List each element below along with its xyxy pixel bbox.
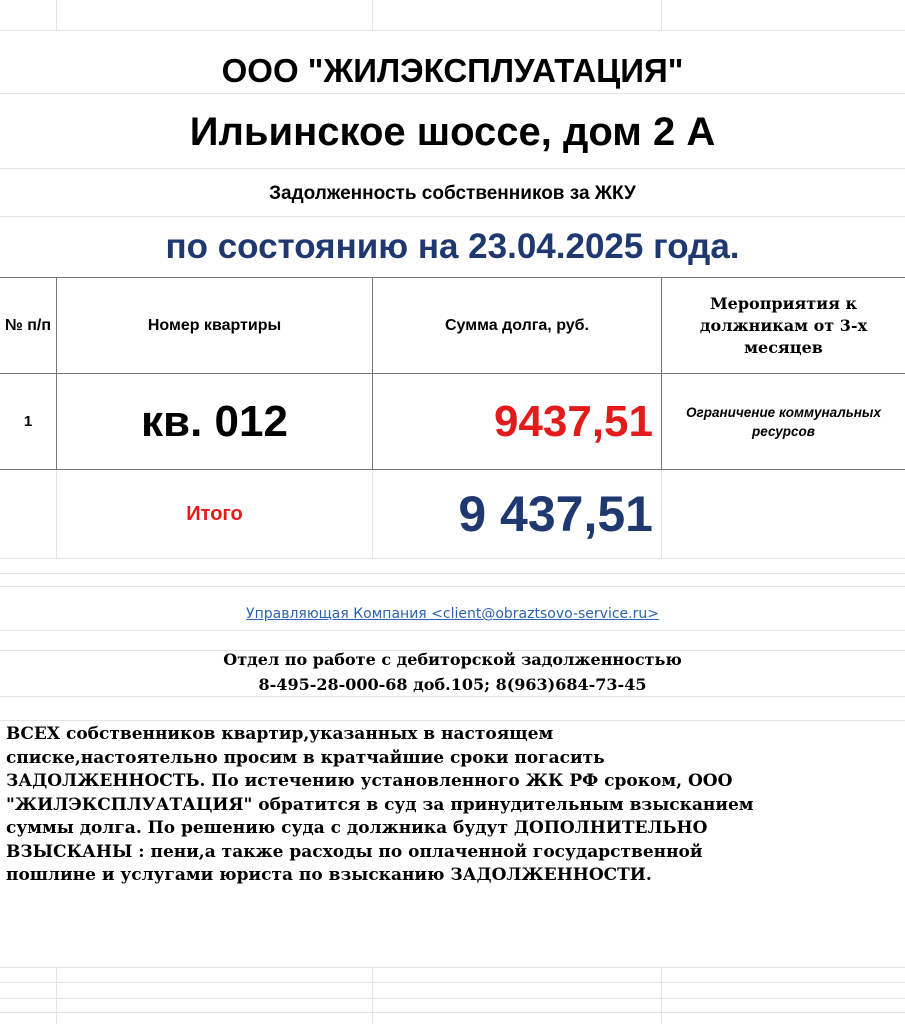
grid-line (0, 168, 905, 169)
company-email-link[interactable]: Управляющая Компания <client@obraztsovo-service.ru> (246, 606, 659, 622)
grid-line (0, 30, 905, 31)
total-amount: 9 437,51 (458, 486, 653, 542)
department-phones: 8-495-28-000-68 доб.105; 8(963)684-73-45 (258, 675, 647, 694)
grid-line (661, 967, 662, 1024)
grid-line (0, 93, 905, 94)
grid-line (661, 0, 662, 30)
grid-line (0, 998, 905, 999)
debt-notice: ВСЕХ собственников квартир,указанных в настоящем списке,настоятельно просим в кратчайшие сроки погасить ЗАДОЛЖЕННОСТЬ. По истечению установленного ЖК РФ сроком, ООО "ЖИЛЭКСПЛУАТАЦИЯ" обратится в суд за принудительным взысканием суммы долга. По решению суда с должника будут ДОПОЛНИТЕЛЬНО ВЗЫСКАНЫ : пени,а также расходы по оплаченной государственной пошлине и услугами юриста по взысканию ЗАДОЛЖЕННОСТИ. (6, 724, 754, 885)
grid-line (0, 696, 905, 697)
grid-line (661, 470, 662, 558)
address-title: Ильинское шоссе, дом 2 А (189, 110, 716, 154)
grid-line (372, 967, 373, 1024)
grid-line (0, 967, 905, 968)
col-header-debt: Сумма долга, руб. (445, 316, 589, 334)
total-label: Итого (186, 502, 243, 525)
grid-line (0, 573, 905, 574)
as-of-date: по состоянию на 23.04.2025 года. (165, 227, 740, 266)
grid-line (56, 0, 57, 30)
grid-line (56, 967, 57, 1024)
apartment-number: кв. 012 (141, 396, 288, 446)
department-name: Отдел по работе с дебиторской задолженностью (223, 650, 682, 669)
col-header-number: № п/п (4, 316, 52, 334)
debt-amount: 9437,51 (493, 396, 653, 446)
debt-measures: Ограничение коммунальных ресурсов (686, 404, 881, 439)
grid-line (0, 720, 905, 721)
debt-subtitle: Задолженность собственников за ЖКУ (269, 183, 636, 204)
company-name: ООО "ЖИЛЭКСПЛУАТАЦИЯ" (221, 52, 684, 89)
grid-line (0, 586, 905, 587)
col-header-apartment: Номер квартиры (147, 316, 282, 334)
grid-line (0, 558, 905, 559)
grid-line (0, 216, 905, 217)
row-number: 1 (23, 413, 33, 430)
col-header-measures: Мероприятия к должникам от 3-х месяцев (699, 293, 868, 357)
grid-line (0, 1012, 905, 1013)
grid-line (0, 982, 905, 983)
grid-line (0, 630, 905, 631)
grid-line (372, 0, 373, 30)
